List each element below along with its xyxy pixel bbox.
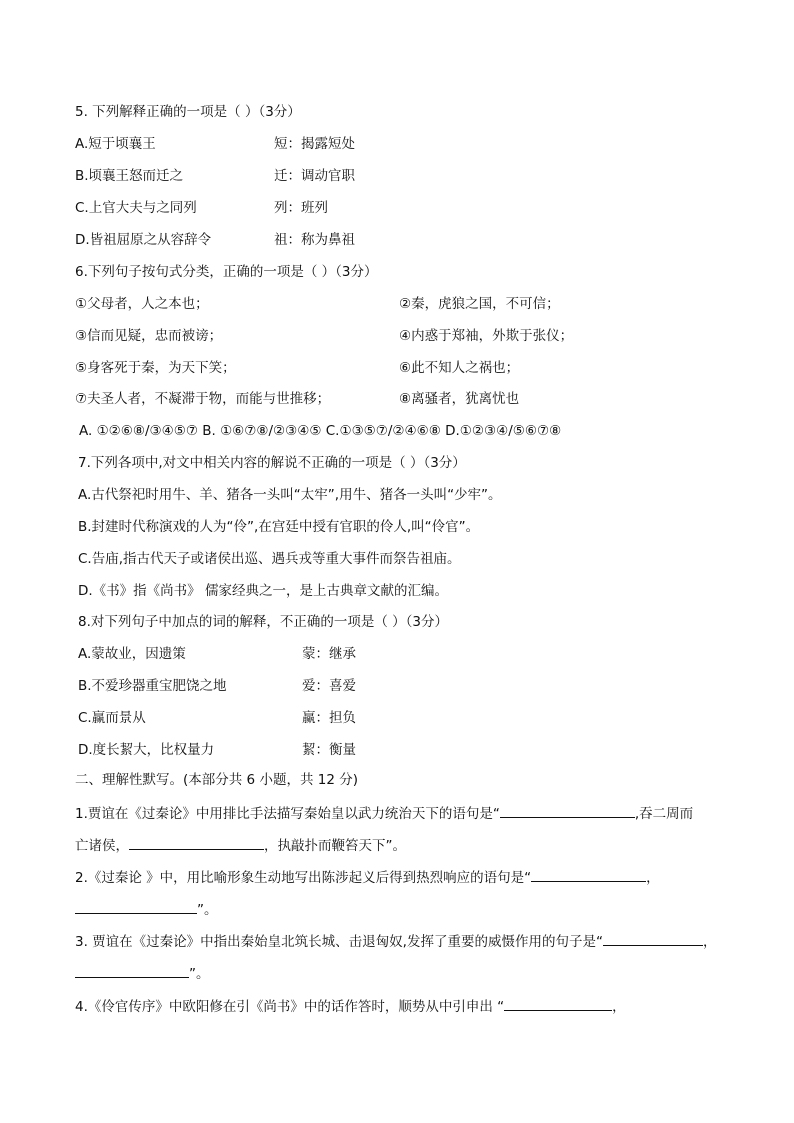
fill-item-2-text-c: ”。 (197, 902, 218, 918)
q7-option-a: A.古代祭祀时用牛、羊、猪各一头叫“太牢”,用牛、猪各一头叫“少牢”。 (78, 487, 502, 503)
fill-item-3-line-1 (75, 931, 716, 951)
fill-item-1-line-1 (75, 803, 693, 823)
q6-sentence-6: ⑥此不知人之祸也； (399, 360, 520, 376)
fill-item-4-text-a: 4.《伶官传序》中欧阳修在引《尚书》中的话作答时，顺势从中引申出 “ (75, 999, 505, 1015)
q8-option-a: A.蒙故业，因遗策 (78, 646, 186, 662)
fill-item-1-text-b: ,吞二周而 (634, 806, 694, 822)
q7-option-d: D.《书》指《尚书》 儒家经典之一，是上古典章文献的汇编。 (78, 583, 448, 599)
q6-sentence-5: ⑤身客死于秦，为天下笑； (75, 360, 236, 376)
q5-option-b: B.顷襄王怒而迁之 (75, 168, 184, 184)
q5-stem: 5. 下列解释正确的一项是（ ）（3分） (75, 104, 301, 120)
q8-option-b-explain: 爱：喜爱 (302, 678, 356, 694)
q6-sentence-8: ⑧离骚者，犹离忧也 (399, 391, 520, 407)
fill-blank-1a[interactable] (500, 803, 635, 818)
fill-item-1-text-c: 亡诸侯， (75, 838, 129, 854)
fill-item-1-text-d: ，执敲扑而鞭笞天下”。 (264, 838, 406, 854)
fill-blank-3a[interactable] (603, 931, 703, 946)
q5-option-b-explain: 迁：调动官职 (274, 168, 355, 184)
q8-option-c-explain: 赢：担负 (302, 710, 356, 726)
fill-item-1-text-a: 1.贾谊在《过秦论》中用排比手法描写秦始皇以武力统治天下的语句是“ (75, 806, 500, 822)
q6-choices: A. ①②⑥⑧/③④⑤⑦ B. ①⑥⑦⑧/②③④⑤ C.①③⑤⑦/②④⑥⑧ D.①②③④/⑤⑥⑦⑧ (79, 423, 562, 439)
fill-item-2-line-1 (75, 867, 660, 887)
fill-item-3-text-b: ， (702, 934, 717, 950)
fill-item-4-line-1 (75, 996, 626, 1016)
fill-blank-1b[interactable] (129, 835, 264, 850)
fill-item-2-text-a: 2.《过秦论 》中，用比喻形象生动地写出陈涉起义后得到热烈响应的语句是“ (75, 870, 532, 886)
fill-blank-2b[interactable] (75, 899, 197, 914)
q8-stem: 8.对下列句子中加点的词的解释，不正确的一项是（ ）（3分） (78, 614, 449, 630)
q8-option-d-explain: 絜：衡量 (302, 742, 356, 758)
fill-item-3-text-a: 3. 贾谊在《过秦论》中指出秦始皇北筑长城、击退匈奴,发挥了重要的威慑作用的句子是“ (75, 934, 603, 950)
q6-sentence-7: ⑦夫圣人者，不凝滞于物，而能与世推移； (75, 391, 331, 407)
q7-option-c: C.告庙,指古代天子或诸侯出巡、遇兵戎等重大事件而祭告祖庙。 (78, 551, 461, 567)
section2-heading: 二、理解性默写。(本部分共 6 小题，共 12 分) (75, 772, 358, 788)
q5-option-d-explain: 祖：称为鼻祖 (274, 232, 355, 248)
q5-option-c: C.上官大夫与之同列 (75, 200, 197, 216)
fill-blank-4a[interactable] (504, 996, 612, 1011)
fill-item-1-line-2 (75, 835, 406, 855)
q8-option-c: C.赢而景从 (78, 710, 146, 726)
q6-sentence-2: ②秦，虎狼之国，不可信； (399, 296, 560, 312)
q8-option-d: D.度长絜大，比权量力 (78, 742, 215, 758)
q6-sentence-1: ①父母者，人之本也； (75, 296, 209, 312)
fill-item-3-line-2 (75, 963, 210, 983)
fill-blank-2a[interactable] (531, 867, 646, 882)
q5-option-d: D.皆祖屈原之从容辞令 (75, 232, 212, 248)
q7-option-b: B.封建时代称演戏的人为“伶”,在宫廷中授有官职的伶人,叫“伶官”。 (78, 519, 480, 535)
q8-option-b: B.不爱珍器重宝肥饶之地 (78, 678, 227, 694)
q5-option-c-explain: 列：班列 (274, 200, 328, 216)
q5-option-a-explain: 短：揭露短处 (274, 136, 355, 152)
q6-stem: 6.下列句子按句式分类，正确的一项是（ ）（3分） (75, 264, 378, 280)
fill-item-2-text-b: ， (646, 870, 660, 886)
fill-item-2-line-2 (75, 899, 218, 919)
q6-sentence-4: ④内惑于郑袖，外欺于张仪； (399, 328, 574, 344)
q8-option-a-explain: 蒙：继承 (302, 646, 356, 662)
q7-stem: 7.下列各项中,对文中相关内容的解说不正确的一项是（ ）（3分） (78, 455, 466, 471)
q5-option-a: A.短于顷襄王 (75, 136, 156, 152)
fill-item-4-text-b: ， (612, 999, 626, 1015)
fill-blank-3b[interactable] (75, 963, 189, 978)
fill-item-3-text-c: ”。 (189, 966, 210, 982)
q6-sentence-3: ③信而见疑，忠而被谤； (75, 328, 223, 344)
